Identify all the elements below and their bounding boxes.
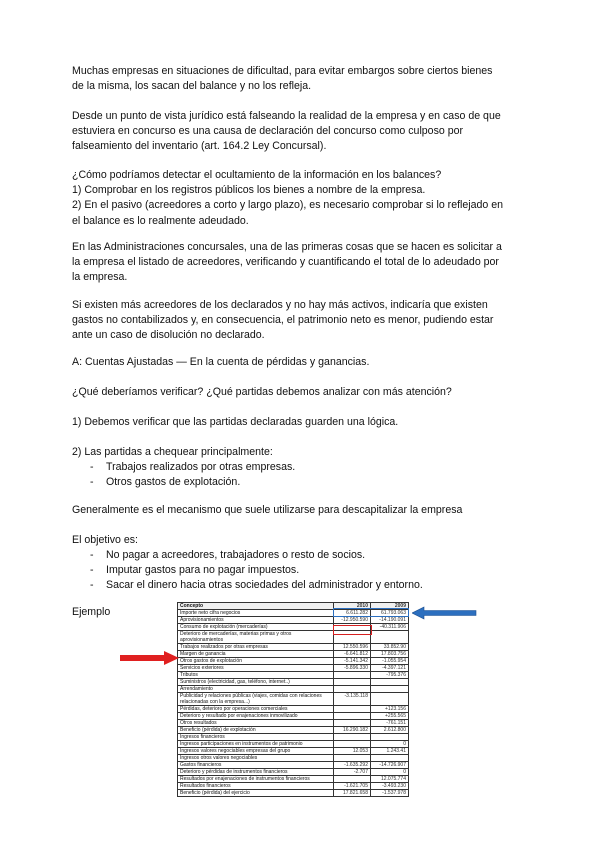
concept-cell: Servicios exteriores — [178, 665, 334, 672]
concept-cell: Suministros (electricidad, gas, teléfono, internet..) — [178, 679, 334, 686]
value-cell: 61.793.063 — [371, 610, 409, 617]
value-cell: 6.611.282 — [334, 610, 371, 617]
concept-cell: Consumo de explotación (mercaderías) — [178, 624, 334, 631]
bullet-dash: - — [90, 564, 94, 577]
text-line: falseamiento del inventario (art. 164.2 Ley Concursal). — [72, 140, 327, 153]
text-line: Si existen más acreedores de los declarados y no hay más activos, indicaría que existen — [72, 299, 488, 311]
value-cell — [334, 755, 371, 762]
paragraph-p3 — [72, 168, 532, 229]
text-line: gastos no contabilizados y, en consecuencia, el patrimonio neto es menor, pudiendo estar — [72, 314, 494, 327]
bullet-dash: - — [90, 549, 94, 561]
value-cell: -12.950.590 — [334, 617, 371, 624]
table-row — [178, 769, 409, 776]
bullet-objetivo — [90, 548, 365, 563]
income-statement-table — [177, 602, 409, 797]
value-cell — [334, 679, 371, 686]
value-cell: 12.053 — [334, 748, 371, 755]
bullet-partida — [90, 460, 295, 475]
value-cell — [334, 713, 371, 720]
value-cell: 12.550.596 — [334, 644, 371, 651]
value-cell: -1.537.978 — [371, 790, 409, 797]
table-row — [178, 679, 409, 686]
paragraph-p10 — [72, 503, 532, 518]
text-line: Generalmente es el mecanismo que suele utilizarse para descapitalizar la empresa — [72, 504, 463, 516]
value-cell — [334, 734, 371, 741]
value-cell: -6.641.812 — [334, 651, 371, 658]
table-row — [178, 624, 409, 631]
value-cell — [371, 686, 409, 693]
value-cell: -2.707 — [334, 769, 371, 776]
text-line: 2) En el pasivo (acreedores a corto y largo plazo), es necesario comprobar si lo reflejado en — [72, 199, 504, 212]
value-cell — [334, 706, 371, 713]
value-cell: -4.397.121 — [371, 665, 409, 672]
table-row — [178, 651, 409, 658]
table-row — [178, 741, 409, 748]
table-row — [178, 713, 409, 720]
concept-cell: Ingresos otros valores negociables — [178, 755, 334, 762]
concept-cell: Deterioro de mercaderías, materias primas y otros aprovisionamientos — [178, 631, 334, 644]
value-cell — [334, 686, 371, 693]
red-arrow-icon — [120, 650, 180, 666]
concept-cell: Publicidad y relaciones públicas (viajes, comidas con relaciones relacionadas con la empresa...) — [178, 693, 334, 706]
value-cell: -1.621.705 — [334, 783, 371, 790]
text-line: Desde un punto de vista jurídico está falseando la realidad de la empresa y en caso de que — [72, 110, 501, 122]
value-cell — [371, 679, 409, 686]
paragraph-p2 — [72, 109, 532, 155]
table-row — [178, 631, 409, 644]
blue-arrow-icon — [412, 606, 478, 620]
concept-cell: Deterioro y resultado por enajenaciones inmovilizado — [178, 713, 334, 720]
paragraph-p6 — [72, 355, 532, 370]
text-line: Muchas empresas en situaciones de dificultad, para evitar embargos sobre ciertos bienes — [72, 65, 493, 77]
value-cell: -1.055.954 — [371, 658, 409, 665]
text-line: En las Administraciones concursales, una de las primeras cosas que se hacen es solicitar a — [72, 241, 502, 253]
text-line: El objetivo es: — [72, 534, 138, 546]
table-row — [178, 658, 409, 665]
column-header: 2009 — [371, 603, 409, 610]
concept-cell: Tributos — [178, 672, 334, 679]
text-line: A: Cuentas Ajustadas — En la cuenta de pérdidas y ganancias. — [72, 356, 370, 368]
value-cell: 17.803.756 — [371, 651, 409, 658]
value-cell — [371, 734, 409, 741]
concept-cell: Beneficio (pérdida) de explotación — [178, 727, 334, 734]
value-cell: +255.565 — [371, 713, 409, 720]
text-line: de la misma, los sacan del balance y no los refleja. — [72, 80, 312, 93]
table-row — [178, 617, 409, 624]
highlight-box-trabajos — [333, 625, 372, 635]
value-cell: -3.493.230 — [371, 783, 409, 790]
value-cell: -795.376 — [371, 672, 409, 679]
table-row — [178, 790, 409, 797]
bullet-objetivo — [90, 563, 299, 578]
text-line: 1) Comprobar en los registros públicos los bienes a nombre de la empresa. — [72, 184, 426, 197]
value-cell: -14.190.091 — [371, 617, 409, 624]
value-cell — [371, 693, 409, 706]
paragraph-p1 — [72, 64, 532, 94]
value-cell: -40.311.906 — [371, 624, 409, 631]
concept-cell: Importe neto cifra negocios — [178, 610, 334, 617]
concept-cell: Ingresos participaciones en instrumentos de patrimonio — [178, 741, 334, 748]
highlight-box-revenue — [333, 608, 409, 617]
value-cell: 2.612.800 — [371, 727, 409, 734]
paragraph-p5 — [72, 298, 532, 344]
ejemplo-label: Ejemplo — [72, 606, 111, 618]
text-line: ante un caso de disolución no declarado. — [72, 329, 265, 342]
bullet-text: No pagar a acreedores, trabajadores o resto de socios. — [106, 549, 366, 561]
table-row — [178, 693, 409, 706]
value-cell — [334, 776, 371, 783]
bullet-text: Trabajos realizados por otras empresas. — [106, 461, 296, 473]
concept-cell: Trabajos realizados por otras empresas — [178, 644, 334, 651]
column-header: 2010 — [334, 603, 371, 610]
value-cell — [334, 741, 371, 748]
bullet-text: Sacar el dinero hacia otras sociedades del administrador y entorno. — [106, 579, 423, 592]
paragraph-p8 — [72, 415, 532, 430]
concept-cell: Ingresos valores negociables empresas del grupo — [178, 748, 334, 755]
value-cell: 17.821.658 — [334, 790, 371, 797]
concept-cell: Aprovisionamientos — [178, 617, 334, 624]
value-cell: 0 — [371, 741, 409, 748]
bullet-text: Imputar gastos para no pagar impuestos. — [106, 564, 300, 577]
text-line: la empresa. — [72, 271, 128, 284]
table-row — [178, 720, 409, 727]
table-row — [178, 755, 409, 762]
table-row — [178, 672, 409, 679]
table-row — [178, 644, 409, 651]
value-cell: -761.151 — [371, 720, 409, 727]
table-row — [178, 665, 409, 672]
value-cell: -5.141.342 — [334, 658, 371, 665]
bullet-dash: - — [90, 579, 94, 592]
concept-cell: Otros gastos de explotación — [178, 658, 334, 665]
concept-cell: Resultados por enajenaciones de instrumentos financieros — [178, 776, 334, 783]
table-row — [178, 748, 409, 755]
concept-cell: Otros resultados — [178, 720, 334, 727]
bullet-partida — [90, 475, 240, 490]
value-cell — [371, 755, 409, 762]
bullet-text: Otros gastos de explotación. — [106, 476, 241, 489]
table-row — [178, 734, 409, 741]
table-row — [178, 783, 409, 790]
text-line: la empresa el listado de acreedores, verificando y cuantificando el total de lo adeudado por — [72, 256, 499, 269]
concept-cell: Ingresos financieros — [178, 734, 334, 741]
table-row — [178, 727, 409, 734]
value-cell: -1.635.292 — [334, 762, 371, 769]
concept-cell: Gastos financieros — [178, 762, 334, 769]
text-line: ¿Cómo podríamos detectar el ocultamiento de la información en los balances? — [72, 169, 442, 181]
concept-cell: Pérdidas, deterioro por operaciones comerciales — [178, 706, 334, 713]
value-cell: 12.075.774 — [371, 776, 409, 783]
paragraph-p7 — [72, 385, 532, 400]
text-line: estuviera en concurso es una causa de declaración del concurso como culposo por — [72, 125, 464, 138]
concept-cell: Resultados financieros — [178, 783, 334, 790]
value-cell: +123.156 — [371, 706, 409, 713]
bullet-dash: - — [90, 461, 94, 473]
table-row — [178, 762, 409, 769]
concept-cell: Arrendamiento — [178, 686, 334, 693]
value-cell: -5.896.330 — [334, 665, 371, 672]
text-line: 1) Debemos verificar que las partidas declaradas guarden una lógica. — [72, 416, 399, 428]
value-cell — [334, 720, 371, 727]
text-line: ¿Qué deberíamos verificar? ¿Qué partidas debemos analizar con más atención? — [72, 386, 452, 398]
bullet-objetivo — [90, 578, 423, 593]
column-header: Concepto — [178, 603, 334, 610]
value-cell: 1.243.41 — [371, 748, 409, 755]
paragraph-p4 — [72, 240, 532, 286]
table-row — [178, 776, 409, 783]
value-cell: -14.726.907 — [371, 762, 409, 769]
text-line: 2) Las partidas a chequear principalmente: — [72, 446, 273, 458]
value-cell — [371, 631, 409, 644]
value-cell: 33.852.90 — [371, 644, 409, 651]
value-cell: 0 — [371, 769, 409, 776]
table-row — [178, 706, 409, 713]
bullet-dash: - — [90, 476, 94, 489]
concept-cell: Deterioro y pérdidas de instrumentos financieros — [178, 769, 334, 776]
concept-cell: Beneficio (pérdida) del ejercicio — [178, 790, 334, 797]
paragraph-p11 — [72, 533, 532, 548]
concept-cell: Margen de ganancia — [178, 651, 334, 658]
value-cell — [334, 672, 371, 679]
paragraph-p9 — [72, 445, 532, 460]
value-cell: -3.135.118 — [334, 693, 371, 706]
text-line: el balance es lo realmente adeudado. — [72, 214, 249, 227]
table-row — [178, 686, 409, 693]
value-cell: 16.290.182 — [334, 727, 371, 734]
